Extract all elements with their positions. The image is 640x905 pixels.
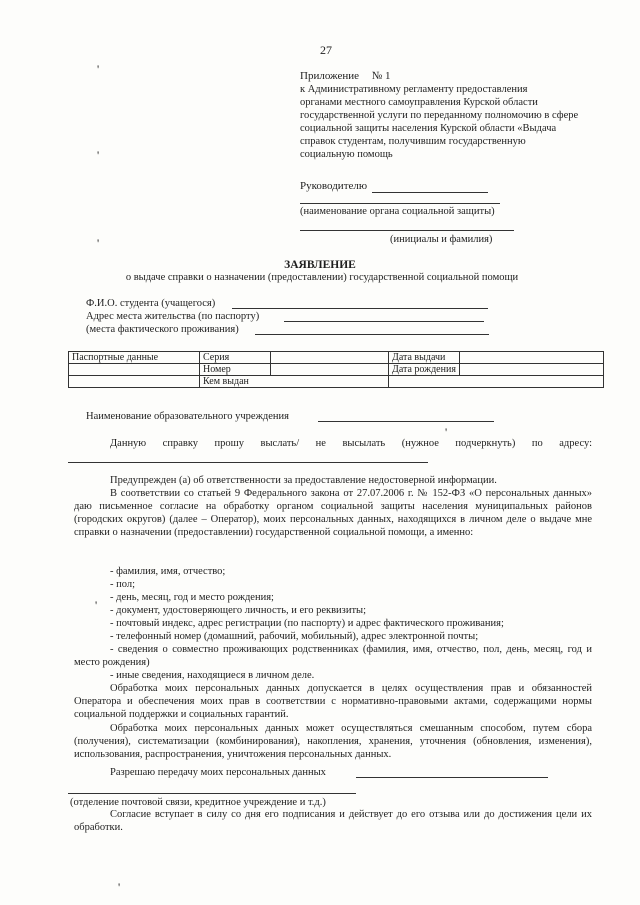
list-item: - иные сведения, находящиеся в личном деле. [110, 670, 315, 681]
fio-field[interactable] [232, 308, 488, 309]
margin-mark: ' [97, 236, 100, 250]
margin-mark: ' [97, 148, 100, 162]
issued-by-label: Кем выдан [200, 376, 389, 388]
number-value[interactable] [271, 364, 389, 376]
transfer-field-extra[interactable] [68, 793, 356, 794]
birth-date-label: Дата рождения [389, 364, 460, 376]
issued-by-value[interactable] [389, 376, 604, 388]
transfer-caption: (отделение почтовой связи, кредитное учреждение и т.д.) [70, 797, 326, 808]
list-item: - телефонный номер (домашний, рабочий, мобильный), адрес электронной почты; [110, 631, 479, 642]
appendix-title-row [300, 70, 600, 83]
appendix-line: справок студентам, получившим государственную [300, 136, 526, 147]
series-label: Серия [200, 352, 271, 364]
statement-subtitle: о выдаче справки о назначении (предоставлении) государственной социальной помощи [125, 272, 519, 283]
request-text: Данную справку прошу выслать/ не высылать (нужное подчеркнуть) по адресу: [110, 438, 592, 449]
empty-cell [69, 364, 200, 376]
org-name-field[interactable] [300, 203, 500, 204]
request-address-field[interactable] [68, 462, 428, 463]
margin-mark: ' [445, 425, 448, 439]
issue-date-value[interactable] [459, 352, 603, 364]
processing-paragraph: Обработка моих персональных данных может осуществляться смешанным способом, путем сбора (получения), систематизации (комбинирования), накопления, хранения, уточнения (обновления, изменения), использования, распространения, уничтожения персональных данных. [74, 723, 592, 760]
warning-text: Предупрежден (а) об ответственности за предоставление недостоверной информации. [110, 475, 497, 486]
passport-row [69, 352, 604, 364]
margin-mark: ' [97, 62, 100, 76]
fio-label: Ф.И.О. студента (учащегося) [86, 298, 216, 309]
appendix-line: государственной услуги по переданному полномочию в сфере [300, 110, 579, 121]
validity-text: Согласие вступает в силу со дня его подписания и действует до его отзыва или до достижения цели их обработки. [74, 809, 592, 833]
passport-row [69, 364, 604, 376]
margin-mark: ' [95, 598, 98, 612]
birth-date-value[interactable] [459, 364, 603, 376]
list-item: - фамилия, имя, отчество; [110, 566, 226, 577]
page-number: 27 [320, 43, 332, 57]
appendix-title: Приложение [300, 70, 360, 82]
address-field[interactable] [284, 321, 484, 322]
institution-field[interactable] [318, 421, 494, 422]
appendix-line: к Административному регламенту предоставления [300, 84, 528, 95]
margin-mark: ' [118, 880, 121, 894]
number-label: Номер [200, 364, 271, 376]
appendix-line: социальную помощь [300, 149, 393, 160]
initials-caption: (инициалы и фамилия) [390, 234, 493, 245]
appendix-number: № 1 [371, 70, 391, 82]
appendix-block [300, 70, 600, 161]
institution-label: Наименование образовательного учреждения [86, 411, 289, 422]
address-label: Адрес места жительства (по паспорту) [86, 311, 260, 322]
passport-table [68, 351, 604, 388]
empty-cell [69, 376, 200, 388]
issue-date-label: Дата выдачи [389, 352, 460, 364]
list-item: - документ, удостоверяющего личность, и его реквизиты; [110, 605, 366, 616]
data-items-list [74, 565, 592, 682]
org-caption: (наименование органа социальной защиты) [300, 206, 495, 217]
passport-row [69, 376, 604, 388]
processing-paragraph: Обработка моих персональных данных допускается в целях осуществления прав и обязанностей Оператора и обеспечения моих прав в соответствии с нормативно-правовыми актами, содержащими нормы социальной поддержки и социальных гарантий. [74, 683, 592, 720]
appendix-line: социальной защиты населения Курской области «Выдача [300, 123, 557, 134]
appendix-line: органами местного самоуправления Курской области [300, 97, 538, 108]
passport-header: Паспортные данные [69, 352, 200, 364]
initials-field[interactable] [300, 230, 514, 231]
series-value[interactable] [271, 352, 389, 364]
consent-paragraph: В соответствии со статьей 9 Федерального закона от 27.07.2006 г. № 152-ФЗ «О персональных данных» даю письменное согласие на обработку органом социальной защиты населения муниципальных районов (городских округов) (далее – Оператор), моих персональных данных, находящихся в личном деле о выдаче мне справки о назначении (предоставлении) государственной социальной помощи, а именно: [74, 488, 592, 538]
actual-address-label: (места фактического проживания) [86, 324, 239, 335]
list-item: - пол; [110, 579, 136, 590]
transfer-label: Разрешаю передачу моих персональных данных [110, 767, 326, 778]
transfer-field[interactable] [356, 777, 548, 778]
list-item: - почтовый индекс, адрес регистрации (по паспорту) и адрес фактического проживания; [110, 618, 504, 629]
head-name-field[interactable] [372, 192, 488, 193]
statement-title: ЗАЯВЛЕНИЕ [284, 259, 356, 271]
list-item: - сведения о совместно проживающих родственниках (фамилия, имя, отчество, пол, день, месяц, год и место рождения) [74, 644, 592, 668]
list-item: - день, месяц, год и место рождения; [110, 592, 274, 603]
head-label: Руководителю [300, 180, 368, 192]
actual-address-field[interactable] [255, 334, 489, 335]
